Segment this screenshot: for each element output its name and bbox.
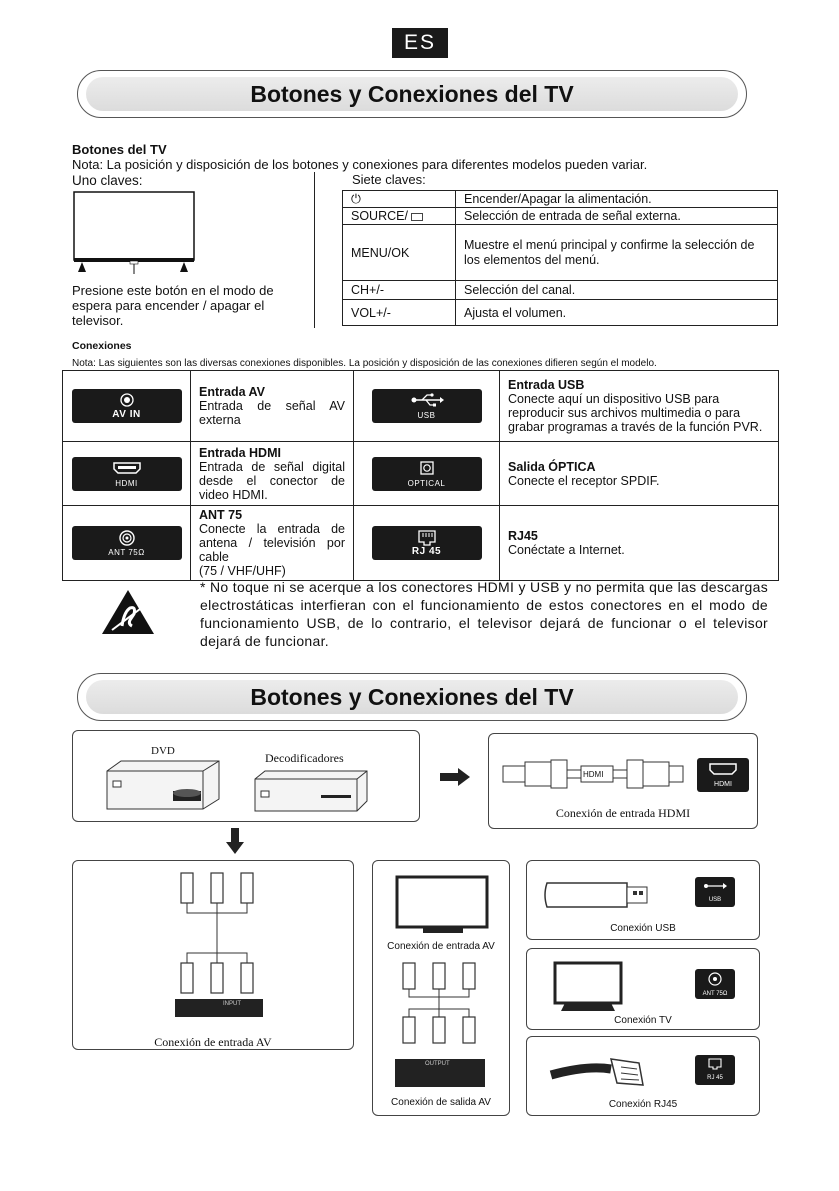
- key-name: VOL+/-: [343, 300, 456, 326]
- section-title: Botones y Conexiones del TV: [250, 684, 574, 710]
- hdmi-port-icon: HDMI: [697, 758, 749, 792]
- key-description: Selección del canal.: [456, 281, 778, 300]
- usb-stick-icon: [541, 875, 651, 915]
- section-banner-buttons: [77, 70, 747, 118]
- key-description: Ajusta el volumen.: [456, 300, 778, 326]
- connection-icon-cell: [354, 371, 500, 442]
- av-input-caption-secondary: Conexión de entrada AV: [387, 941, 495, 952]
- hdmi-caption: Conexión de entrada HDMI: [555, 806, 691, 820]
- connections-heading: Conexiones: [72, 340, 132, 352]
- connection-description: Salida ÓPTICA Conecte el receptor SPDIF.: [500, 442, 779, 506]
- buttons-heading: Botones del TV: [72, 142, 167, 157]
- one-key-description: Presione este botón en el modo de espera para encender / apagar el televisor.: [72, 283, 274, 328]
- arrow-right-icon: [440, 768, 470, 786]
- rj45-port-icon: RJ 45: [372, 526, 482, 560]
- av-output-panel: [372, 860, 510, 1116]
- antenna-port-icon: ANT 75Ω: [695, 969, 735, 999]
- dvd-label: DVD: [151, 745, 175, 757]
- av-output-caption: Conexión de salida AV: [391, 1097, 491, 1108]
- connection-icon-cell: [63, 442, 191, 506]
- tv-caption: Conexión TV: [614, 1015, 672, 1026]
- connection-icon-cell: [63, 506, 191, 581]
- seven-keys-label: Siete claves:: [352, 172, 426, 187]
- key-row: [343, 191, 778, 208]
- connections-table: [62, 370, 779, 581]
- usb-port-icon: USB: [372, 389, 482, 423]
- connection-row: [63, 371, 779, 442]
- language-badge: ES: [392, 28, 448, 58]
- av-in-port-icon: AV IN: [72, 389, 182, 423]
- source-devices-panel: [72, 730, 420, 822]
- ethernet-cable-icon: [547, 1047, 647, 1093]
- arrow-down-icon: [226, 828, 244, 854]
- optical-port-icon: OPTICAL: [372, 457, 482, 491]
- rj45-port-icon: RJ 45: [695, 1055, 735, 1085]
- connection-description: RJ45 Conéctate a Internet.: [500, 506, 779, 581]
- rj45-connection-panel: [526, 1036, 760, 1116]
- connection-row: [63, 506, 779, 581]
- decoder-icon: [251, 769, 371, 813]
- av-input-caption: Conexión de entrada AV: [154, 1035, 272, 1049]
- column-divider: [314, 172, 315, 328]
- av-cable-icon: [173, 869, 263, 1019]
- connection-description: Entrada USB Conecte aquí un dispositivo USB para reproducir sus archivos multimedia o para grabar programas a través de la función PVR.: [500, 371, 779, 442]
- keys-table: [342, 190, 778, 326]
- tv-connection-panel: [526, 948, 760, 1030]
- usb-port-icon: USB: [695, 877, 735, 907]
- decoder-label: Decodificadores: [265, 751, 344, 765]
- section-title: Botones y Conexiones del TV: [250, 81, 574, 107]
- av-output-port-label: OUTPUT: [425, 1061, 450, 1067]
- source-icon: [411, 213, 423, 221]
- dvd-player-icon: [103, 759, 223, 811]
- tv-front-icon: [72, 190, 198, 276]
- antenna-port-icon: ANT 75Ω: [72, 526, 182, 560]
- tv-icon: [393, 875, 493, 935]
- hdmi-connection-panel: [488, 733, 758, 829]
- hdmi-port-icon: HDMI: [72, 457, 182, 491]
- key-description: Muestre el menú principal y confirme la selección de los elementos del menú.: [456, 225, 778, 281]
- connection-description: ANT 75 Conecte la entrada de antena / televisión por cable (75 / VHF/UHF): [191, 506, 354, 581]
- key-name: ⏻: [343, 191, 456, 208]
- usb-caption: Conexión USB: [610, 923, 676, 934]
- connection-description: Entrada HDMI Entrada de señal digital desde el conector de video HDMI.: [191, 442, 354, 506]
- connections-note: Nota: Las siguientes son las diversas conexiones disponibles. La posición y disposición de las conexiones difieren según el modelo.: [72, 358, 657, 369]
- key-name: CH+/-: [343, 281, 456, 300]
- av-output-cable-icon: [395, 959, 485, 1089]
- key-row: [343, 300, 778, 326]
- connection-icon-cell: [354, 506, 500, 581]
- key-description: Encender/Apagar la alimentación.: [456, 191, 778, 208]
- key-row: [343, 281, 778, 300]
- connection-description: Entrada AV Entrada de señal AV externa: [191, 371, 354, 442]
- av-input-panel: [72, 860, 354, 1050]
- connection-icon-cell: [63, 371, 191, 442]
- connection-row: [63, 442, 779, 506]
- esd-warning-text: * No toque ni se acerque a los conectores HDMI y USB y no permita que las descargas electrostáticas interfieran con el funcionamiento de estos conectores en el modo de funcionamiento USB, de lo contrario, el televisor dejará de funcionar o el televisor dejará de funcionar.: [200, 579, 768, 649]
- section-banner-diagram: [77, 673, 747, 721]
- esd-warning-icon: [100, 588, 156, 636]
- av-input-port-label: INPUT: [223, 1001, 241, 1007]
- usb-connection-panel: [526, 860, 760, 940]
- buttons-note: Nota: La posición y disposición de los botones y conexiones para diferentes modelos pueden variar.: [72, 157, 648, 172]
- key-row: [343, 225, 778, 281]
- key-name: MENU/OK: [343, 225, 456, 281]
- key-name: SOURCE/: [343, 208, 456, 225]
- key-row: [343, 208, 778, 225]
- connection-icon-cell: [354, 442, 500, 506]
- key-description: Selección de entrada de señal externa.: [456, 208, 778, 225]
- tv-antenna-icon: [551, 959, 631, 1013]
- rj45-caption: Conexión RJ45: [608, 1099, 678, 1110]
- one-key-label: Uno claves:: [72, 173, 143, 188]
- hdmi-cable-label: HDMI: [583, 770, 604, 779]
